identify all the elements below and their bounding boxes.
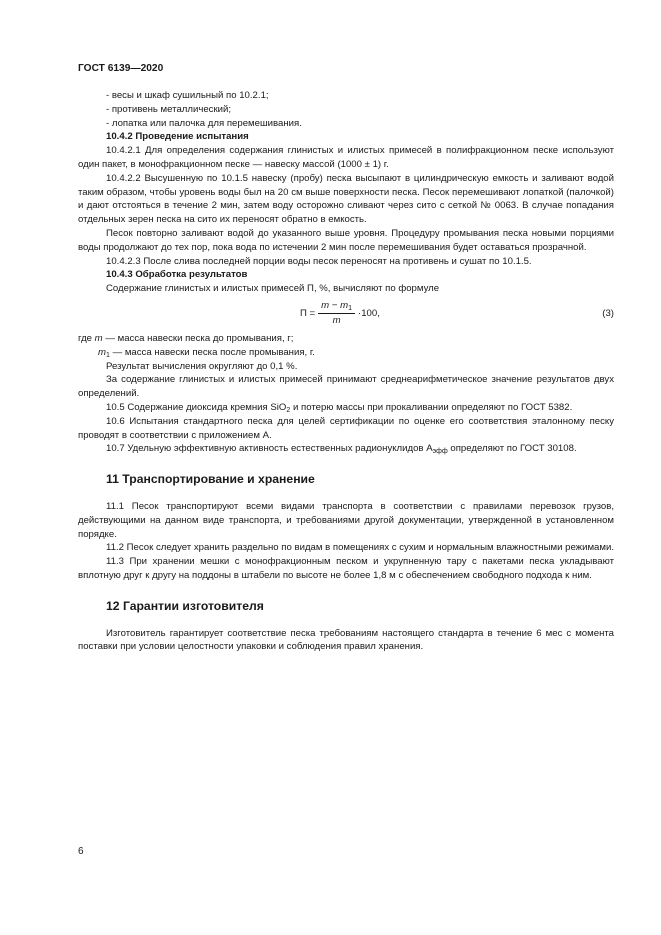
list-item: - весы и шкаф сушильный по 10.2.1; <box>106 90 269 101</box>
definition-m1 <box>78 346 614 360</box>
definition-m <box>78 332 614 346</box>
definition-text: — масса навески песка после промывания, г. <box>109 346 315 358</box>
document-body <box>78 89 614 654</box>
text-run: 10.5 Содержание диоксида кремния SiO <box>106 401 287 413</box>
formula-number: (3) <box>602 307 614 319</box>
list-item: - противень металлический; <box>106 103 232 115</box>
paragraph-12: Изготовитель гарантирует соответствие песка требованиям настоящего стандарта в течение 6 мес с момента поставки при условии целостности упаковки и соблюдения правил хранения. <box>78 627 614 653</box>
formula-expression <box>300 300 380 327</box>
text-run: 10.7 Удельную эффективную активность естественных радионуклидов А <box>106 443 433 455</box>
paragraph-10-4-2-3: 10.4.2.3 После слива последней порции воды песок переносят на противень и сушат по 10.1.5. <box>106 255 532 267</box>
formula-var-m: m <box>321 299 330 311</box>
paragraph-10-5 <box>78 401 614 415</box>
paragraph-10-4-2-2: 10.4.2.2 Высушенную по 10.1.5 навеску (пробу) песка высыпают в цилиндрическую емкость и заливают водой таким образом, чтобы уровень воды был на 20 см выше поверхности песка. Песок перемешивают лопаткой (палочкой) и дают отстояться в течение 2 мин, затем воду осторожно сливают через сито с сеткой № 0063. В случае попадания отдельных зерен песка на сито их переносят обратно в емкость. <box>78 172 614 226</box>
paragraph-11-3: 11.3 При хранении мешки с монофракционным песком и укрупненную тару с пакетами песка укладывают вплотную друг к другу на поддоны в штабели по высоте не более 1,8 м с обеспечением свободного подхода к ним. <box>78 556 614 581</box>
text-run: определяют по ГОСТ 30108. <box>447 443 577 455</box>
section-title-11: 11 Транспортирование и хранение <box>106 472 315 487</box>
paragraph-11-1: 11.1 Песок транспортируют всеми видами транспорта в соответствии с правилами перевозок грузов, действующими на данном виде транспорта, и требованиями другой документации, утвержденной в установленном порядке. <box>78 500 614 540</box>
formula-minus: − <box>329 299 341 311</box>
formula-tail: ·100, <box>358 307 380 319</box>
paragraph-10-7 <box>78 442 614 456</box>
subsection-title-10-4-3: 10.4.3 Обработка результатов <box>106 269 248 281</box>
list-item: - лопатка или палочка для перемешивания. <box>106 117 302 129</box>
formula-block <box>78 298 614 330</box>
definition-text: — масса навески песка до промывания, г; <box>102 332 294 344</box>
page-number: 6 <box>78 846 84 857</box>
paragraph-10-4-2-1: 10.4.2.1 Для определения содержания глинистых и илистых примесей в полифракционном песке используют один пакет, в монофракционном песке — навеску массой (1000 ± 1) г. <box>78 145 614 170</box>
formula-lhs: П = <box>300 307 316 319</box>
formula-fraction <box>318 300 355 327</box>
paragraph-10-6: 10.6 Испытания стандартного песка для целей сертификации по оценке его соответствия эталонному песку проводят в соответствии с приложением А. <box>78 415 614 441</box>
formula-var-m1: m <box>340 299 349 311</box>
paragraph-rounding: Результат вычисления округляют до 0,1 %. <box>106 360 298 372</box>
definition-symbol: m <box>98 346 106 358</box>
standard-code-header: ГОСТ 6139—2020 <box>78 63 164 74</box>
formula-denominator: m <box>332 314 341 326</box>
subsection-title-10-4-2: 10.4.2 Проведение испытания <box>106 131 249 143</box>
paragraph-rewash: Песок повторно заливают водой до указанного выше уровня. Процедуру промывания песка новыми порциями воды продолжают до тех пор, пока вода по истечении 2 мин после перемешивания будет оставаться прозрачной. <box>78 227 614 253</box>
text-run: и потерю массы при прокаливании определяют по ГОСТ 5382. <box>290 401 573 413</box>
formula-sub-1: 1 <box>348 304 353 312</box>
subscript: 2 <box>286 406 291 414</box>
paragraph-average: За содержание глинистых и илистых примесей принимают среднеарифметическое значение результатов двух определений. <box>78 374 614 400</box>
definition-symbol: m <box>94 332 103 344</box>
definition-subscript: 1 <box>106 351 110 359</box>
subscript: эфф <box>432 448 448 456</box>
paragraph-11-2: 11.2 Песок следует хранить раздельно по видам в помещениях с сухим и нормальным влажностными режимами. <box>106 542 614 554</box>
formula-numerator <box>318 300 355 314</box>
section-title-12: 12 Гарантии изготовителя <box>106 598 264 613</box>
formula-intro: Содержание глинистых и илистых примесей П, %, вычисляют по формуле <box>106 283 440 295</box>
definition-where: где <box>78 332 95 344</box>
